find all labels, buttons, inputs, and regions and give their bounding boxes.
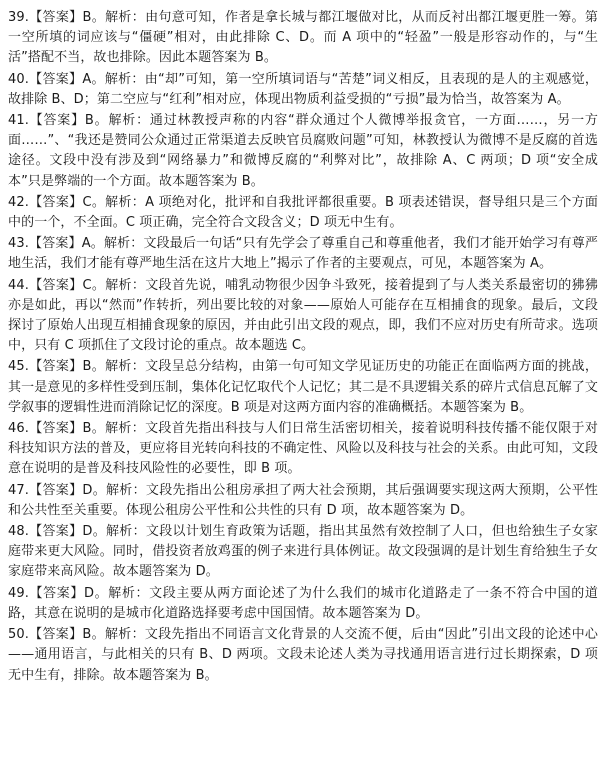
answer-49: 49.【答案】D。解析：文段主要从两方面论述了为什么我们的城市化道路走了一条不符合中国的道路，其意在说明的是城市化道路选择要考虑中国国情。故本题答案为 D。 (8, 585, 598, 621)
answer-46: 46.【答案】B。解析：文段首先指出科技与人们日常生活密切相关，接着说明科技传播不能仅限于对科技知识方法的普及，更应将目光转向科技的不确定性、风险以及科技与社会的关系。由此可知，文段意在说明的是普及科技风险性的必要性，即 B 项。 (8, 421, 598, 477)
answer-42: 42.【答案】C。解析：A 项绝对化，批评和自我批评都很重要。B 项表述错误，督导组只是三个方面中的一个，不全面。C 项正确，完全符合文段含义；D 项无中生有。 (8, 194, 598, 231)
answer-47: 47.【答案】D。解析：文段先指出公租房承担了两大社会预期，其后强调要实现这两大预期，公平性和公共性至关重要。体现公租房公平性和公共性的只有 D 项，故本题答案为 D。 (8, 482, 598, 518)
answer-41: 41.【答案】B。解析：通过林教授声称的内容“群众通过个人微博举报贪官，一方面……，另一方面……”、“我还是赞同公众通过正常渠道去反映官员腐败问题”可知，林教授认为微博不是反腐的首选途径。文段中没有涉及到“网络暴力”和微博反腐的“利弊对比”，故排除 A、C 两项；D 项“安全成本”只是弊端的一个方面。故本题答案为 B。 (8, 113, 598, 189)
answer-40: 40.【答案】A。解析：由“却”可知，第一空所填词语与“苦楚”词义相反，且表现的是人的主观感觉，故排除 B、D；第二空应与“红利”相对应，体现出物质利益受损的“亏损”最为恰当，故答案为 A。 (8, 71, 598, 107)
answer-50: 50.【答案】B。解析：文段先指出不同语言文化背景的人交流不便，后由“因此”引出文段的论述中心——通用语言，与此相关的只有 B、D 两项。文段未论述人类为寻找通用语言进行过长期探索，D 项无中生有，排除。故本题答案为 B。 (8, 627, 598, 683)
answer-44: 44.【答案】C。解析：文段首先说，哺乳动物很少因争斗致死，接着提到了与人类关系最密切的狒狒亦是如此，再以“然而”作转折，列出要比较的对象——原始人可能存在互相捕食的现象。最后，文段探讨了原始人出现互相捕食现象的原因，并由此引出文段的观点，即，我们不应对历史有所苛求。选项中，只有 C 项抓住了文段讨论的重点。故本题选 C。 (8, 277, 598, 354)
answer-43: 43.【答案】A。解析：文段最后一句话“只有先学会了尊重自己和尊重他者，我们才能开始学习有尊严地生活，我们才能有尊严地生活在这片大地上”揭示了作者的主要观点，可见，本题答案为 A。 (8, 236, 598, 272)
answer-39: 39.【答案】B。解析：由句意可知，作者是拿长城与都江堰做对比，从而反衬出都江堰更胜一筹。第一空所填的词应该与“僵硬”相对，由此排除 C、D。而 A 项中的“轻盈”一般是形容动作的，与“生活”搭配不当，故也排除。因此本题答案为 B。 (8, 10, 598, 66)
answer-48: 48.【答案】D。解析：文段以计划生育政策为话题，指出其虽然有效控制了人口，但也给独生子女家庭带来更大风险。同时，借投资者放鸡蛋的例子来进行具体例证。故文段强调的是计划生育给独生子女家庭带来高风险。故本题答案为 D。 (8, 524, 598, 580)
answer-45: 45.【答案】B。解析：文段呈总分结构，由第一句可知文学见证历史的功能正在面临两方面的挑战，其一是意见的多样性受到压制，集体化记忆取代个人记忆；其二是不具逻辑关系的碎片式信息瓦解了文学叙事的逻辑性进而消除记忆的深度。B 项是对这两方面内容的准确概括。本题答案为 B。 (8, 359, 598, 415)
